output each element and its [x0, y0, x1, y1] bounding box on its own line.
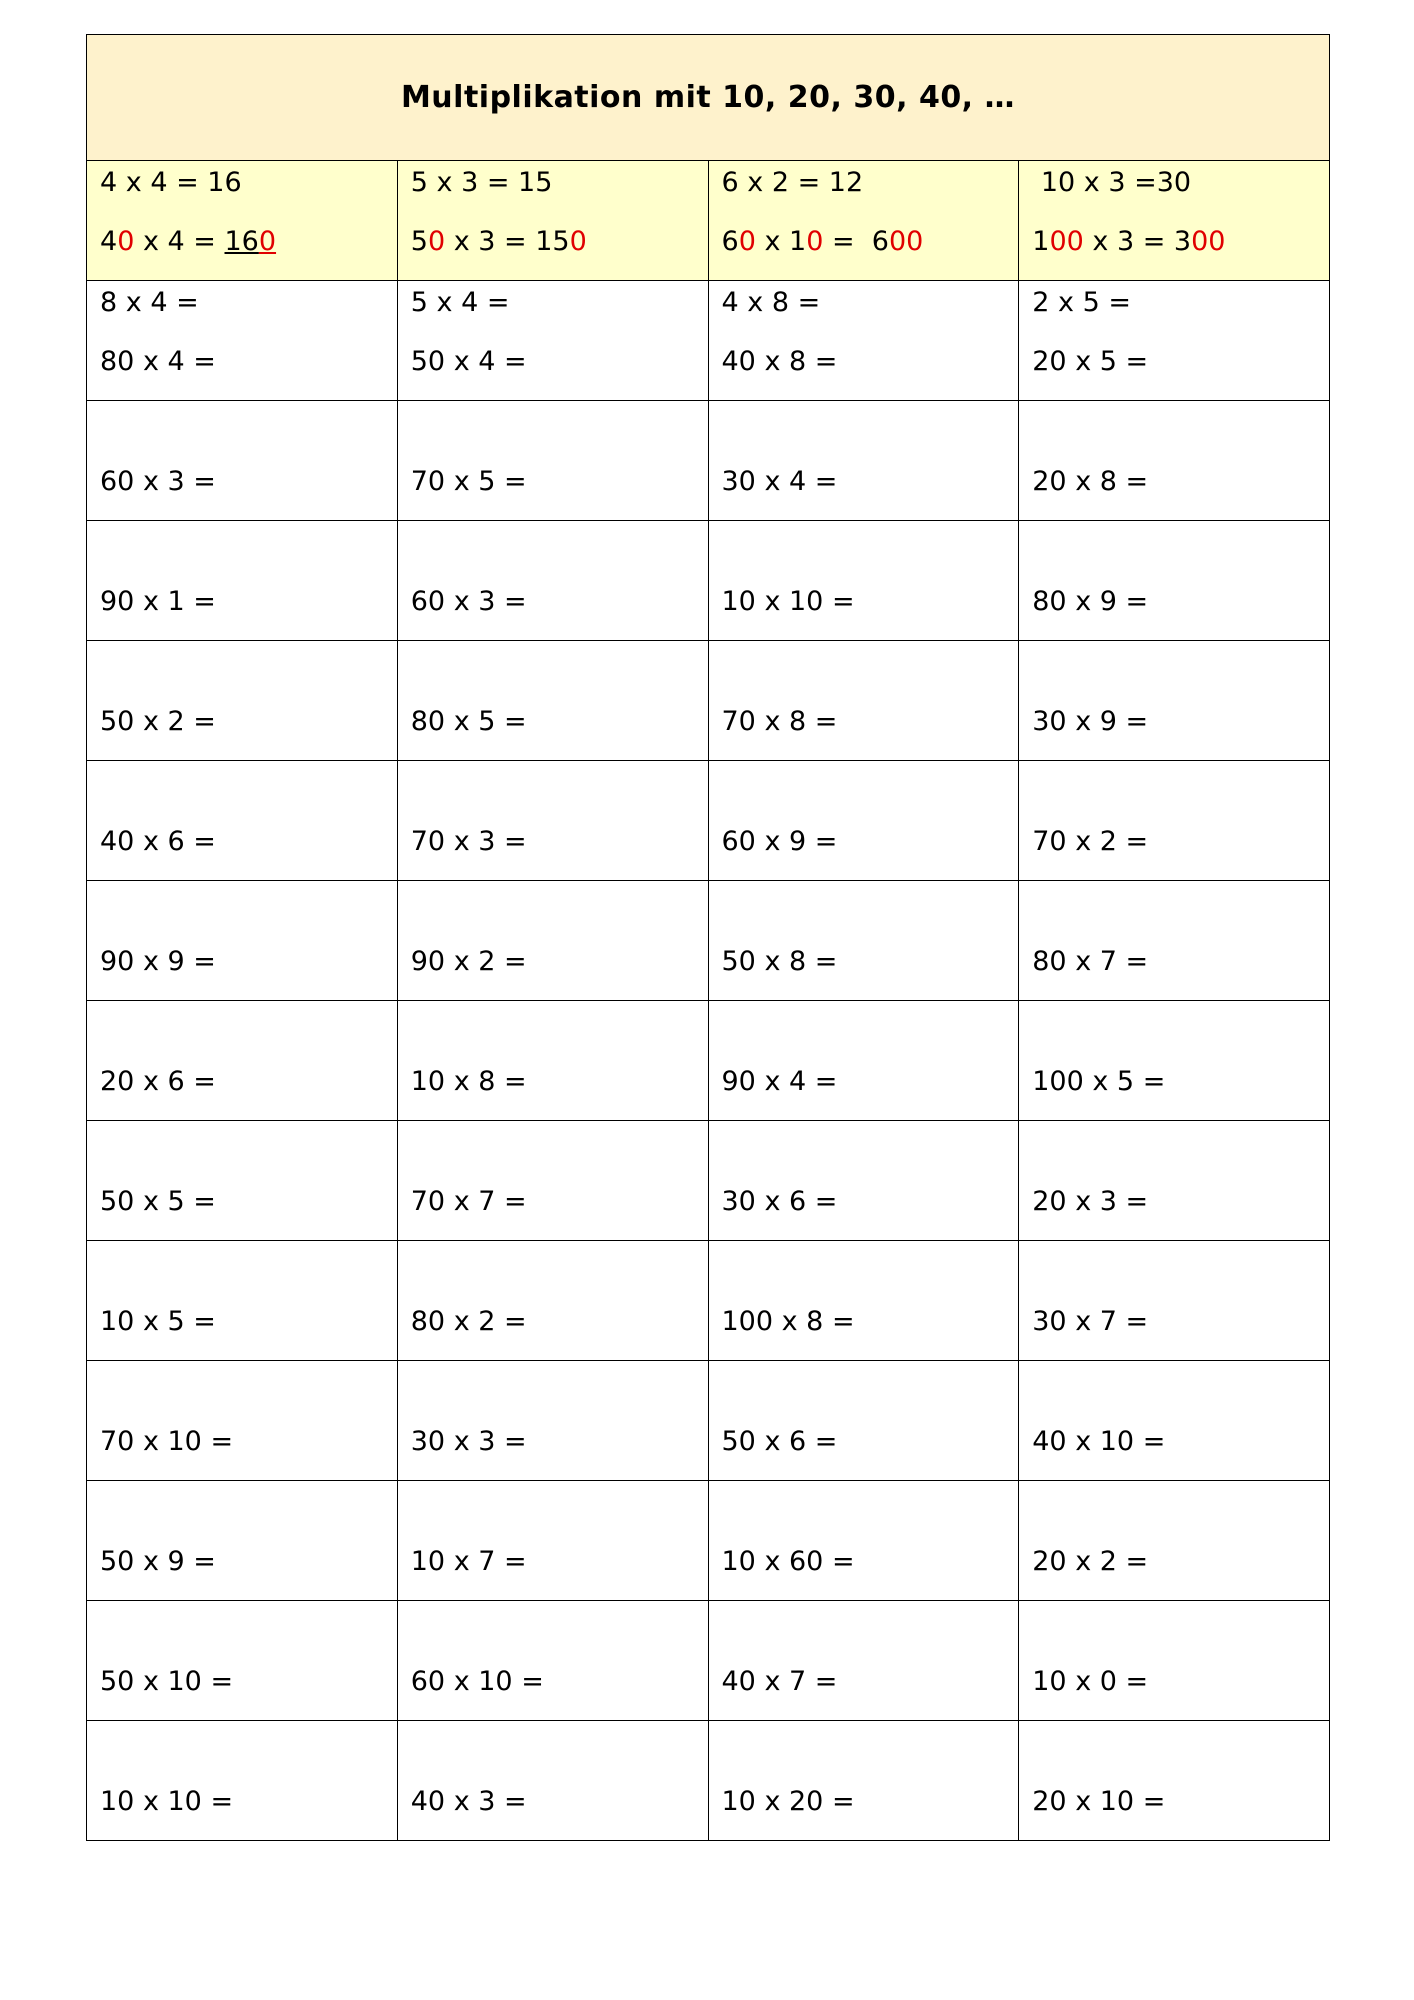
exercise-problem: 70 x 8 =	[721, 706, 838, 737]
exercise-row	[87, 1241, 1330, 1361]
exercise-row	[87, 641, 1330, 761]
example-basic-fact: 5 x 3 = 15	[410, 167, 553, 198]
exercise-row	[87, 401, 1330, 521]
example-text-segment: 6	[721, 226, 739, 257]
exercise-row	[87, 1481, 1330, 1601]
exercise-cell-content	[1019, 401, 1329, 520]
exercise-cell-content	[709, 1361, 1019, 1480]
example-text-segment: 4	[100, 226, 118, 257]
exercise-cell[interactable]	[708, 1601, 1019, 1721]
exercise-basic-fact: 5 x 4 =	[410, 287, 510, 318]
exercise-cell[interactable]	[397, 1121, 708, 1241]
exercise-problem: 80 x 4 =	[100, 346, 216, 377]
exercise-cell-content	[709, 761, 1019, 880]
example-text-segment: 1	[1032, 226, 1050, 257]
exercise-row	[87, 1121, 1330, 1241]
highlighted-zero: 0	[427, 226, 446, 257]
example-text-segment: x 3 = 3	[1083, 226, 1192, 257]
exercise-cell[interactable]	[87, 1361, 398, 1481]
exercise-problem: 40 x 7 =	[721, 1666, 838, 1697]
example-text-segment: x 4 =	[134, 226, 225, 257]
exercise-cell[interactable]	[1019, 1361, 1330, 1481]
exercise-cell-content	[398, 521, 708, 640]
example-text-segment: = 6	[823, 226, 889, 257]
exercise-cell-content	[87, 281, 397, 400]
exercise-problem: 30 x 7 =	[1032, 1306, 1149, 1337]
exercise-row	[87, 281, 1330, 401]
exercise-cell-content	[709, 1241, 1019, 1360]
exercise-problem: 50 x 4 =	[410, 346, 527, 377]
exercise-problem: 70 x 2 =	[1032, 826, 1149, 857]
exercise-problem: 70 x 7 =	[410, 1186, 527, 1217]
highlighted-zero: 0	[117, 226, 135, 257]
worksheet-table	[86, 34, 1330, 1841]
exercise-cell-content	[87, 401, 397, 520]
exercise-problem: 50 x 6 =	[721, 1426, 838, 1457]
exercise-cell[interactable]	[1019, 881, 1330, 1001]
exercise-problem: 60 x 3 =	[100, 466, 216, 497]
exercise-cell[interactable]	[708, 1361, 1019, 1481]
exercise-problem: 90 x 2 =	[410, 946, 527, 977]
highlighted-zero: 0	[738, 226, 756, 257]
exercise-cell[interactable]	[1019, 641, 1330, 761]
exercise-row	[87, 1361, 1330, 1481]
exercise-cell[interactable]	[708, 401, 1019, 521]
exercise-row	[87, 1721, 1330, 1841]
example-cell-content	[398, 161, 708, 280]
exercise-cell[interactable]	[708, 761, 1019, 881]
exercise-problem: 70 x 10 =	[100, 1426, 234, 1457]
exercise-row	[87, 521, 1330, 641]
exercise-basic-fact: 8 x 4 =	[100, 287, 199, 318]
example-cell	[397, 161, 708, 281]
example-basic-fact: 6 x 2 = 12	[721, 167, 864, 198]
highlighted-zero: 00	[1049, 226, 1084, 257]
exercise-problem: 20 x 3 =	[1032, 1186, 1149, 1217]
exercise-problem: 20 x 2 =	[1032, 1546, 1149, 1577]
exercise-cell[interactable]	[397, 1721, 708, 1841]
exercise-cell[interactable]	[1019, 1121, 1330, 1241]
example-tens-fact	[722, 226, 924, 257]
exercise-cell-content	[1019, 1001, 1329, 1120]
worksheet-title: Multiplikation mit 10, 20, 30, 40, …	[400, 80, 1016, 115]
exercise-cell-content	[398, 1241, 708, 1360]
exercise-cell-content	[1019, 761, 1329, 880]
exercise-problem: 70 x 5 =	[410, 466, 527, 497]
exercise-row	[87, 1001, 1330, 1121]
example-tens-fact	[411, 226, 587, 257]
exercise-problem: 90 x 4 =	[721, 1066, 838, 1097]
exercise-problem: 10 x 10 =	[721, 586, 855, 617]
exercise-problem: 20 x 5 =	[1032, 346, 1149, 377]
exercise-cell[interactable]	[397, 1481, 708, 1601]
exercise-cell[interactable]	[1019, 1601, 1330, 1721]
title-cell	[87, 35, 1330, 161]
exercise-problem: 10 x 60 =	[721, 1546, 855, 1577]
exercise-cell-content	[87, 1001, 397, 1120]
exercise-problem: 30 x 6 =	[721, 1186, 838, 1217]
exercise-problem: 50 x 9 =	[100, 1546, 216, 1577]
exercise-cell[interactable]	[708, 1001, 1019, 1121]
example-cell	[87, 161, 398, 281]
exercise-cell-content	[1019, 521, 1329, 640]
exercise-cell[interactable]	[87, 1001, 398, 1121]
exercise-cell[interactable]	[397, 761, 708, 881]
exercise-cell-content	[87, 1241, 397, 1360]
exercise-cell[interactable]	[708, 521, 1019, 641]
example-text-segment: x 3 = 15	[445, 226, 570, 257]
exercise-problem: 10 x 0 =	[1032, 1666, 1149, 1697]
exercise-cell-content	[87, 881, 397, 1000]
exercise-cell-content	[398, 1361, 708, 1480]
exercise-cell-content	[398, 1001, 708, 1120]
exercise-cell-content	[1019, 1601, 1329, 1720]
example-tens-fact	[1032, 226, 1225, 257]
exercise-cell-content	[709, 281, 1019, 400]
exercise-cell[interactable]	[397, 521, 708, 641]
exercise-cell-content	[87, 761, 397, 880]
exercise-row	[87, 1601, 1330, 1721]
exercise-problem: 10 x 20 =	[721, 1786, 855, 1817]
exercise-problem: 40 x 8 =	[721, 346, 838, 377]
exercise-problem: 20 x 6 =	[100, 1066, 216, 1097]
exercise-cell[interactable]	[397, 1001, 708, 1121]
exercise-cell[interactable]	[87, 1121, 398, 1241]
exercise-cell-content	[1019, 1121, 1329, 1240]
exercise-cell-content	[398, 401, 708, 520]
exercise-problem: 70 x 3 =	[410, 826, 527, 857]
example-tens-fact	[100, 226, 276, 257]
highlighted-zero: 00	[1191, 226, 1226, 257]
exercise-problem: 100 x 8 =	[721, 1306, 855, 1337]
exercise-cell[interactable]	[87, 1481, 398, 1601]
exercise-problem: 90 x 9 =	[100, 946, 216, 977]
exercise-cell[interactable]	[1019, 1001, 1330, 1121]
exercise-cell-content	[1019, 1241, 1329, 1360]
exercise-problem: 100 x 5 =	[1032, 1066, 1166, 1097]
exercise-cell-content	[87, 641, 397, 760]
exercise-cell-content	[709, 641, 1019, 760]
exercise-problem: 40 x 6 =	[100, 826, 216, 857]
exercise-problem: 60 x 9 =	[721, 826, 838, 857]
exercise-cell[interactable]	[87, 761, 398, 881]
exercise-cell-content	[398, 1481, 708, 1600]
exercise-cell[interactable]	[1019, 761, 1330, 881]
exercise-cell[interactable]	[87, 1241, 398, 1361]
exercise-cell-content	[87, 1121, 397, 1240]
exercise-cell[interactable]	[1019, 1721, 1330, 1841]
exercise-cell[interactable]	[397, 641, 708, 761]
exercise-problem: 60 x 10 =	[410, 1666, 544, 1697]
exercise-cell[interactable]	[87, 1721, 398, 1841]
exercise-problem: 10 x 8 =	[410, 1066, 527, 1097]
example-text-segment: 16	[224, 226, 259, 257]
exercise-cell[interactable]	[1019, 401, 1330, 521]
exercise-cell-content	[1019, 1361, 1329, 1480]
exercise-cell-content	[398, 761, 708, 880]
exercise-cell-content	[709, 521, 1019, 640]
exercise-cell-content	[709, 401, 1019, 520]
exercise-cell-content	[1019, 1721, 1329, 1840]
exercise-cell[interactable]	[87, 1601, 398, 1721]
exercise-cell[interactable]	[708, 881, 1019, 1001]
exercise-cell-content	[398, 1121, 708, 1240]
exercise-cell[interactable]	[87, 521, 398, 641]
exercise-problem: 50 x 2 =	[100, 706, 216, 737]
exercise-cell[interactable]	[1019, 281, 1330, 401]
exercise-cell-content	[709, 1001, 1019, 1120]
exercise-cell-content	[709, 881, 1019, 1000]
example-row	[87, 161, 1330, 281]
exercise-cell[interactable]	[1019, 1481, 1330, 1601]
exercise-problem: 40 x 3 =	[410, 1786, 527, 1817]
exercise-cell[interactable]	[87, 881, 398, 1001]
exercise-cell[interactable]	[397, 881, 708, 1001]
exercise-basic-fact: 2 x 5 =	[1032, 287, 1131, 318]
example-text-segment: x 1	[755, 226, 807, 257]
example-cell	[708, 161, 1019, 281]
exercise-problem: 30 x 9 =	[1032, 706, 1149, 737]
exercise-problem: 10 x 10 =	[100, 1786, 234, 1817]
exercise-problem: 60 x 3 =	[410, 586, 527, 617]
exercise-cell[interactable]	[87, 281, 398, 401]
exercise-cell[interactable]	[708, 1121, 1019, 1241]
example-cell-content	[709, 161, 1019, 280]
exercise-cell[interactable]	[397, 281, 708, 401]
exercise-basic-fact: 4 x 8 =	[721, 287, 821, 318]
exercise-cell-content	[709, 1601, 1019, 1720]
exercise-cell[interactable]	[1019, 1241, 1330, 1361]
example-text-segment: 5	[410, 226, 428, 257]
example-cell-content	[87, 161, 397, 280]
exercise-cell-content	[1019, 881, 1329, 1000]
exercise-problem: 40 x 10 =	[1032, 1426, 1166, 1457]
exercise-problem: 50 x 5 =	[100, 1186, 216, 1217]
example-basic-fact: 4 x 4 = 16	[100, 167, 242, 198]
exercise-row	[87, 881, 1330, 1001]
exercise-problem: 30 x 3 =	[410, 1426, 527, 1457]
title-row	[87, 35, 1330, 161]
highlighted-zero: 0	[258, 226, 277, 257]
highlighted-zero: 00	[888, 226, 924, 257]
exercise-cell[interactable]	[708, 281, 1019, 401]
exercise-cell-content	[87, 1721, 397, 1840]
exercise-problem: 80 x 9 =	[1032, 586, 1149, 617]
exercise-problem: 10 x 5 =	[100, 1306, 216, 1337]
exercise-cell-content	[709, 1481, 1019, 1600]
example-basic-fact: 10 x 3 =30	[1032, 167, 1192, 198]
exercise-cell[interactable]	[1019, 521, 1330, 641]
exercise-problem: 80 x 5 =	[410, 706, 527, 737]
exercise-problem: 80 x 7 =	[1032, 946, 1149, 977]
exercise-problem: 30 x 4 =	[721, 466, 838, 497]
exercise-cell[interactable]	[397, 1361, 708, 1481]
exercise-cell-content	[87, 521, 397, 640]
exercise-cell-content	[709, 1121, 1019, 1240]
exercise-cell[interactable]	[708, 1721, 1019, 1841]
example-cell-content	[1019, 161, 1329, 280]
exercise-cell[interactable]	[708, 641, 1019, 761]
exercise-cell-content	[398, 1601, 708, 1720]
exercise-problem: 50 x 8 =	[721, 946, 838, 977]
exercise-cell[interactable]	[397, 1601, 708, 1721]
exercise-problem: 20 x 8 =	[1032, 466, 1149, 497]
exercise-cell-content	[1019, 281, 1329, 400]
exercise-cell[interactable]	[708, 1481, 1019, 1601]
exercise-cell-content	[1019, 641, 1329, 760]
exercise-cell-content	[398, 1721, 708, 1840]
exercise-problem: 80 x 2 =	[410, 1306, 527, 1337]
exercise-problem: 20 x 10 =	[1032, 1786, 1166, 1817]
exercise-cell[interactable]	[87, 641, 398, 761]
exercise-cell[interactable]	[708, 1241, 1019, 1361]
exercise-cell[interactable]	[397, 1241, 708, 1361]
exercise-problem: 50 x 10 =	[100, 1666, 234, 1697]
exercise-cell-content	[87, 1601, 397, 1720]
exercise-cell-content	[87, 1481, 397, 1600]
exercise-cell-content	[709, 1721, 1019, 1840]
exercise-cell[interactable]	[397, 401, 708, 521]
example-cell	[1019, 161, 1330, 281]
exercise-cell[interactable]	[87, 401, 398, 521]
exercise-row	[87, 761, 1330, 881]
highlighted-zero: 0	[806, 226, 824, 257]
exercise-problem: 10 x 7 =	[410, 1546, 527, 1577]
exercise-cell-content	[398, 281, 708, 400]
exercise-cell-content	[398, 641, 708, 760]
exercise-cell-content	[1019, 1481, 1329, 1600]
highlighted-zero: 0	[569, 226, 587, 257]
exercise-problem: 90 x 1 =	[100, 586, 216, 617]
exercise-cell-content	[87, 1361, 397, 1480]
exercise-cell-content	[398, 881, 708, 1000]
